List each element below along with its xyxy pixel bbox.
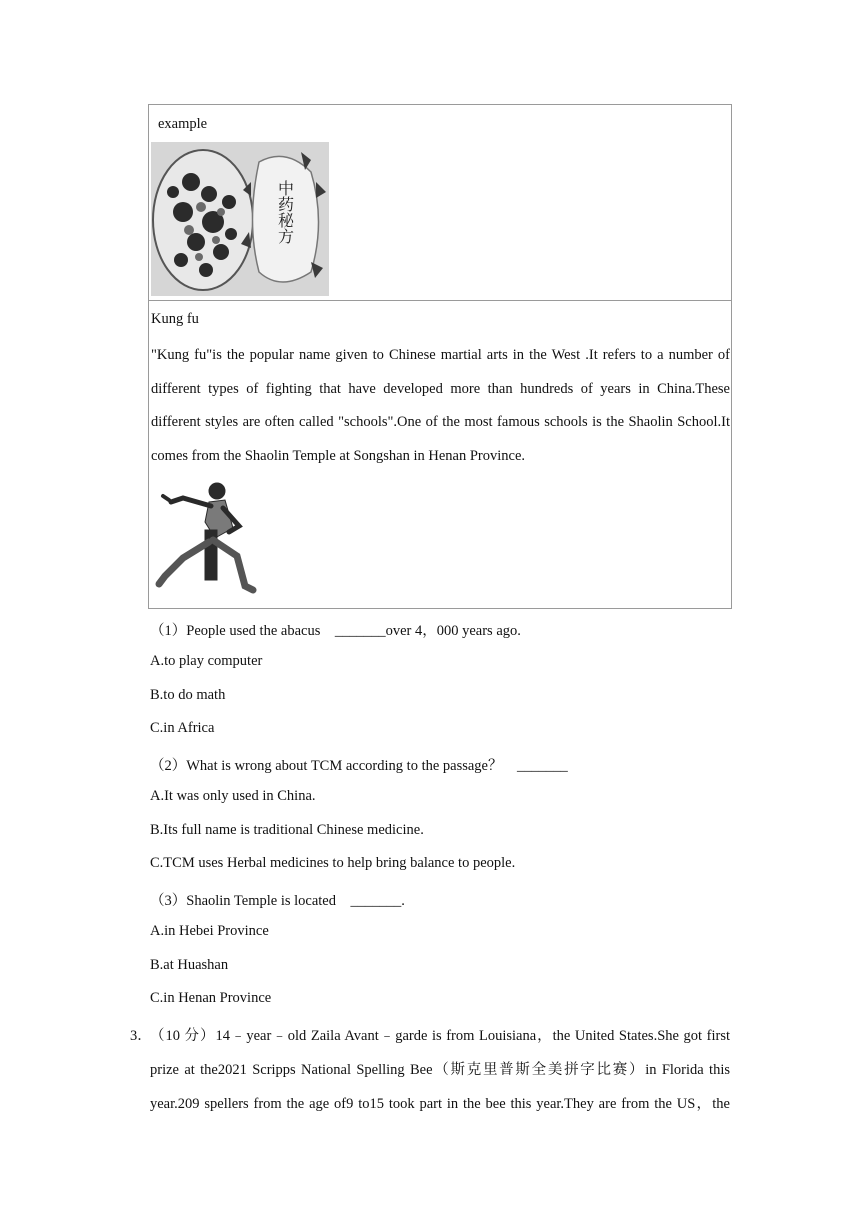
herb-label-text: 中药秘方 [275, 180, 295, 244]
question-1-option-a: A.to play computer [150, 653, 263, 669]
question-3-option-b: B.at Huashan [150, 957, 229, 973]
section-3-line-3: year.209 spellers from the age of9 to15 took part in the bee this year.They are from the US，the [150, 1096, 730, 1112]
question-2-option-c: C.TCM uses Herbal medicines to help bring balance to people. [150, 855, 516, 871]
kung-fu-title: Kung fu [151, 311, 199, 327]
kung-fu-paragraph: "Kung fu"is the popular name given to Chinese martial arts in the West .It refers to a number of different types of fighting that have developed more than hundreds of years in China.These different styles are often called "schools".One of the most famous schools is the Shaolin School.It comes from the Shaolin Temple at Songshan in Henan Province. [151, 347, 730, 465]
question-3-option-c: C.in Henan Province [150, 990, 272, 1006]
question-2-stem: （2）What is wrong about TCM according to the passage？ _______ [150, 758, 568, 774]
question-2-option-b: B.Its full name is traditional Chinese medicine. [150, 822, 424, 838]
herbal-medicine-image [151, 142, 329, 296]
section-3-number: 3． [130, 1028, 152, 1044]
question-2-option-a: A.It was only used in China. [150, 788, 316, 804]
question-1-option-c: C.in Africa [150, 720, 215, 736]
example-label: example [158, 116, 208, 132]
question-1-stem: （1）People used the abacus _______over 4，000 years ago. [150, 623, 521, 639]
table-row-kung-fu [149, 301, 731, 608]
section-3-line-2: prize at the2021 Scripps National Spelling Bee（斯克里普斯全美拼字比赛）in Florida this [150, 1062, 730, 1078]
kung-fu-figure-image [153, 478, 261, 600]
question-3-option-a: A.in Hebei Province [150, 923, 269, 939]
question-3-stem: （3）Shaolin Temple is located _______. [150, 893, 405, 909]
content-table [148, 104, 732, 609]
table-row-example [149, 105, 731, 301]
question-1-option-b: B.to do math [150, 687, 226, 703]
section-3-line-1: （10 分）14﹣year﹣old Zaila Avant﹣garde is from Louisiana，the United States.She got first [150, 1028, 730, 1044]
